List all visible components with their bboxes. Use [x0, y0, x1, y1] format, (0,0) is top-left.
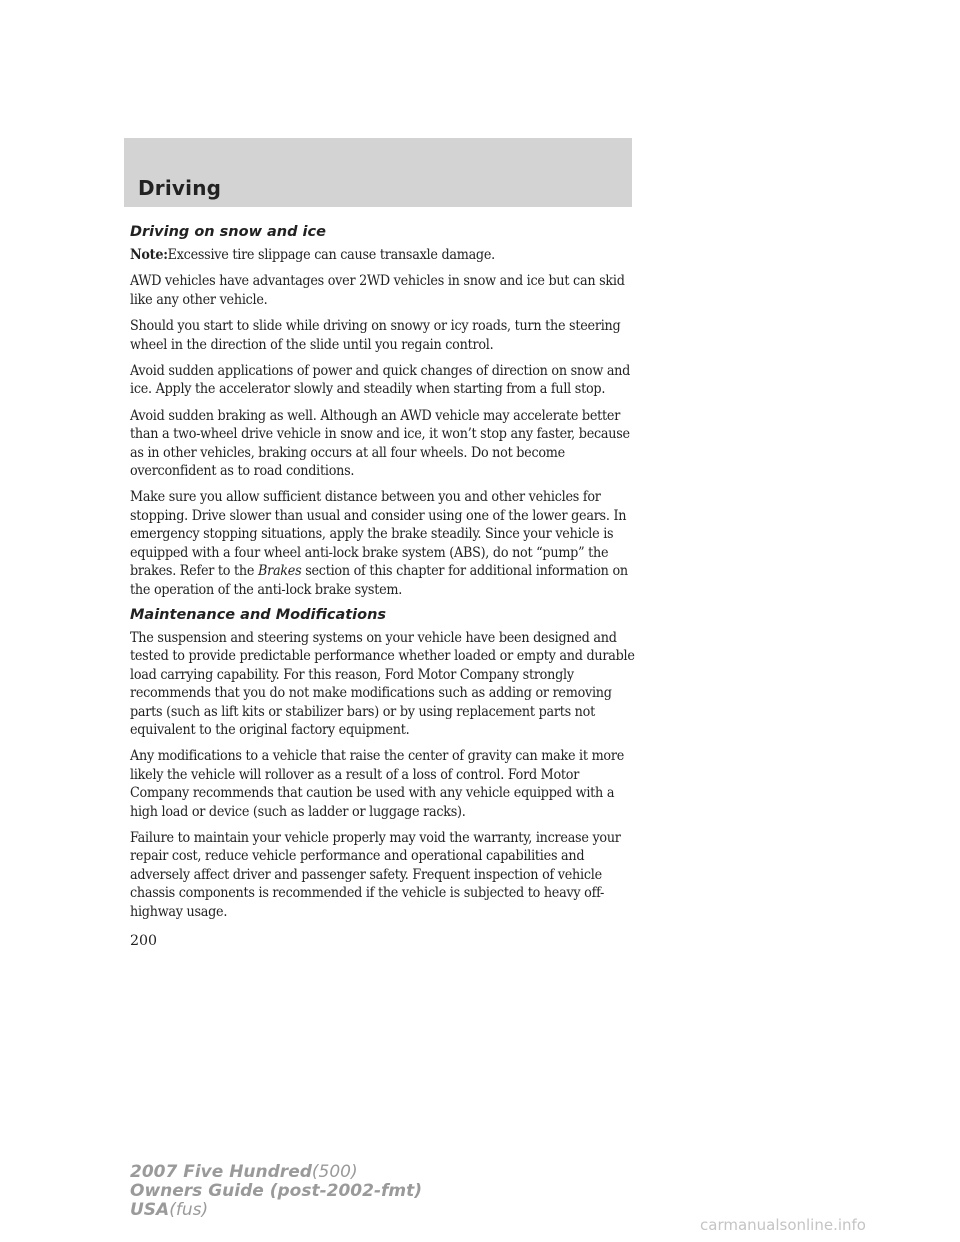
footer-model-code: (500)	[311, 1162, 358, 1182]
maintenance-paragraph-3: Failure to maintain your vehicle properly may void the warranty, increase your repair cost, reduce vehicle performance and operational capabilities and adversely affect driver and passenger safety. Frequent inspection of vehicle chassis components is recommended if the vehicle is subjected to heavy off-highway usage.	[130, 829, 621, 920]
maintenance-paragraph-2: Any modifications to a vehicle that raise the center of gravity can make it more likely the vehicle will rollover as a result of a loss of control. Ford Motor Company recommends that caution be used with any vehicle equipped with a high load or device (such as ladder or luggage racks).	[130, 748, 625, 820]
footer-line-3	[130, 1201, 422, 1220]
footer-line-2: Owners Guide (post-2002-fmt)	[130, 1181, 423, 1201]
note-paragraph	[130, 246, 640, 264]
footer-line-1	[130, 1163, 422, 1182]
page-number: 200	[130, 933, 158, 949]
footer-model: 2007 Five Hundred	[130, 1162, 312, 1182]
snow-paragraph-5-start: Make sure you allow sufficient distance between you and other vehicles for stopping. Drive slower than usual and consider using one of the lower gears. In emergency stopping situations, apply the brake steadily. Since your vehicle is equipped with a four wheel anti-lock brake system (ABS), do not “pump” the brakes. Refer to the	[130, 489, 627, 580]
heading-snow-ice: Driving on snow and ice	[130, 224, 326, 240]
note-label: Note:	[130, 247, 168, 263]
heading-maintenance: Maintenance and Modifications	[130, 606, 387, 623]
snow-paragraph-4: Avoid sudden braking as well. Although an AWD vehicle may accelerate better than a two-wheel drive vehicle in snow and ice, it won’t stop any faster, because as in other vehicles, braking occurs at all four wheels. Do not become overconfident as to road conditions.	[130, 407, 630, 480]
watermark-text: carmanualsonline.info	[700, 1216, 866, 1234]
footer-market-code: (fus)	[169, 1200, 209, 1220]
page-content	[130, 220, 640, 949]
section-title: Driving	[138, 176, 222, 200]
brakes-reference: Brakes	[257, 563, 302, 580]
snow-paragraph-1: AWD vehicles have advantages over 2WD vehicles in snow and ice but can skid like any other vehicle.	[130, 273, 625, 308]
snow-paragraph-5-end: section of this chapter for additional information on the operation of the anti-lock brake system.	[130, 563, 628, 598]
footer-market: USA	[130, 1200, 170, 1220]
snow-paragraph-3: Avoid sudden applications of power and quick changes of direction on snow and ice. Apply the accelerator slowly and steadily when starting from a full stop.	[130, 363, 631, 398]
footer-imprint	[130, 1163, 422, 1220]
snow-paragraph-2: Should you start to slide while driving on snowy or icy roads, turn the steering wheel in the direction of the slide until you regain control.	[130, 318, 621, 353]
maintenance-paragraph-1: The suspension and steering systems on your vehicle have been designed and tested to provide predictable performance whether loaded or empty and durable load carrying capability. For this reason, Ford Motor Company strongly recommends that you do not make modifications such as adding or removing parts (such as lift kits or stabilizer bars) or by using replacement parts not equivalent to the original factory equipment.	[130, 629, 635, 738]
section-header-band	[124, 138, 632, 207]
note-text: Excessive tire slippage can cause transaxle damage.	[167, 247, 495, 263]
snow-paragraph-5	[130, 488, 640, 598]
